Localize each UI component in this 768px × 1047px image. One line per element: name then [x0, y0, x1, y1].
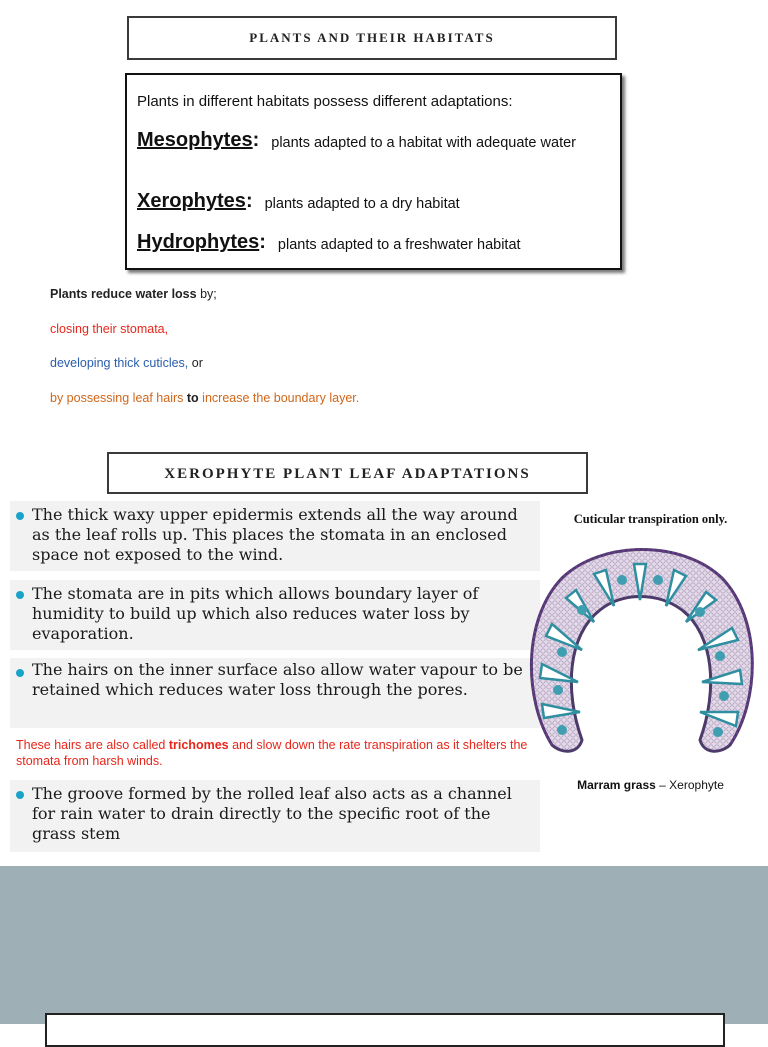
habitats-box: [125, 73, 622, 270]
trichomes-c: and slow down the rate transpiration as it shelters the stomata from harsh winds.: [16, 738, 528, 768]
bullet-text: The thick waxy upper epidermis extends all the way around as the leaf rolls up. This places the stomata in an enclosed space not exposed to the wind.: [32, 505, 518, 564]
next-slide-background: [0, 866, 768, 1024]
adaptation-bullet: [10, 780, 540, 852]
habitat-term: Mesophytes: [137, 129, 253, 151]
bullet-text: The groove formed by the rolled leaf also acts as a channel for rain water to drain directly to the specific root of the grass stem: [32, 784, 512, 843]
water-loss-lead-rest: by;: [196, 287, 217, 301]
water-loss-point-cuticles: [50, 356, 203, 370]
habitat-xerophytes: [137, 190, 460, 214]
page-title: PLANTS AND THEIR HABITATS: [127, 16, 617, 60]
section-title: XEROPHYTE PLANT LEAF ADAPTATIONS: [107, 452, 588, 494]
next-slide-title-box: [45, 1013, 725, 1047]
bullet-icon: [16, 791, 24, 799]
water-loss-lead-bold: Plants reduce water loss: [50, 287, 197, 301]
water-loss-point-hairs: [50, 391, 359, 405]
habitat-hydrophytes: [137, 231, 521, 255]
adaptation-bullet: [10, 580, 540, 650]
habitat-colon: :: [259, 231, 266, 253]
hairs-text-c: increase the boundary layer.: [198, 391, 360, 405]
bullet-icon: [16, 591, 24, 599]
adaptation-bullet: [10, 658, 540, 728]
habitat-mesophytes: [137, 129, 593, 153]
habitat-term: Xerophytes: [137, 190, 246, 212]
figure-caption-bold: Marram grass: [577, 778, 656, 792]
cuticles-text: developing thick cuticles,: [50, 356, 189, 370]
bullet-icon: [16, 669, 24, 677]
habitat-term: Hydrophytes: [137, 231, 260, 253]
trichomes-note: [16, 737, 536, 769]
bullet-text: The hairs on the inner surface also allow water vapour to be retained which reduces water loss through the pores.: [32, 660, 523, 699]
habitat-definition: plants adapted to a habitat with adequate water: [271, 135, 576, 151]
trichomes-bold: trichomes: [168, 738, 229, 752]
marram-grass-cross-section-image: [522, 540, 758, 760]
habitat-colon: :: [245, 190, 253, 212]
adaptation-bullet: [10, 501, 540, 571]
hairs-text-to: to: [186, 391, 199, 405]
water-loss-lead: [50, 287, 217, 301]
trichomes-a: These hairs are also called: [16, 738, 169, 752]
habitat-definition: plants adapted to a dry habitat: [264, 196, 460, 212]
figure-caption-rest: – Xerophyte: [655, 778, 724, 792]
cuticles-tail: or: [188, 356, 203, 370]
habitat-definition: plants adapted to a freshwater habitat: [277, 237, 521, 253]
bullet-icon: [16, 512, 24, 520]
figure-caption: [548, 778, 753, 792]
habitats-intro: Plants in different habitats possess different adaptations:: [137, 93, 513, 110]
water-loss-point-stomata: closing their stomata,: [50, 322, 169, 336]
hairs-text-a: by possessing leaf hairs: [50, 391, 187, 405]
bullet-text: The stomata are in pits which allows boundary layer of humidity to build up which also reduces water loss by evaporation.: [32, 584, 479, 643]
figure-caption-top: Cuticular transpiration only.: [573, 512, 728, 526]
habitat-colon: :: [252, 129, 260, 151]
